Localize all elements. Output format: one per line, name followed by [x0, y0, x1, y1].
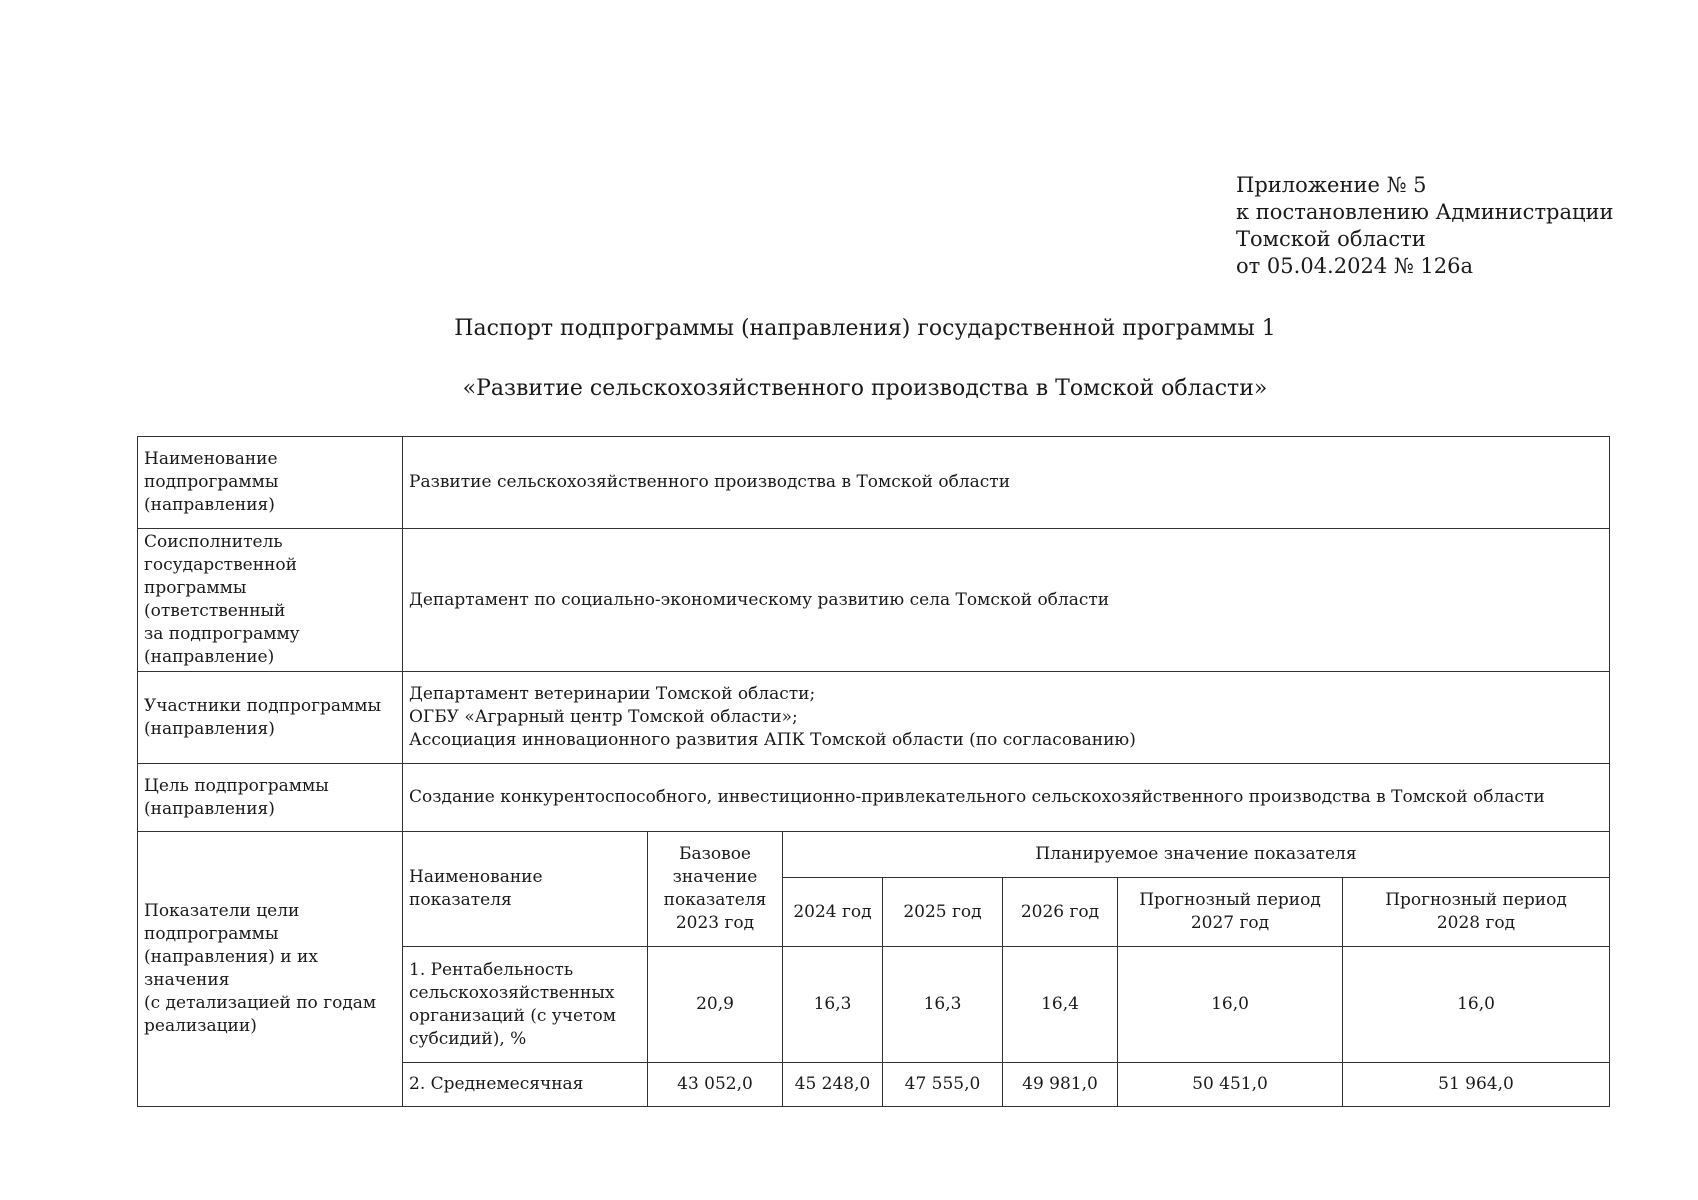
participants-value — [403, 672, 1610, 764]
indicator-name-header: Наименование показателя — [403, 832, 648, 947]
appendix-line: от 05.04.2024 № 126а — [1236, 254, 1473, 278]
indicator-line: 2. Среднемесячная — [409, 1074, 584, 1094]
header-line: значение — [672, 867, 758, 887]
indicator-value: 16,3 — [783, 947, 883, 1063]
label-line: государственной программы — [144, 555, 297, 598]
indicator-value: 49 981,0 — [1003, 1063, 1118, 1107]
header-line: 2027 год — [1190, 913, 1270, 933]
appendix-block — [1236, 172, 1614, 280]
year-2028-header — [1343, 878, 1610, 947]
appendix-line: Томской области — [1236, 227, 1426, 251]
indicator-value: 43 052,0 — [648, 1063, 783, 1107]
label-line: подпрограммы — [144, 472, 279, 492]
table-row — [138, 764, 1610, 832]
year-2025-header: 2025 год — [883, 878, 1003, 947]
appendix-line: к постановлению Администрации — [1236, 200, 1614, 224]
label-line: реализации) — [144, 1016, 257, 1036]
indicator-value: 51 964,0 — [1343, 1063, 1610, 1107]
document-title: Паспорт подпрограммы (направления) государственной программы 1 — [454, 316, 1276, 341]
header-line: показателя — [663, 890, 767, 910]
row-label — [138, 832, 403, 1107]
table-row — [138, 529, 1610, 672]
planned-value-header: Планируемое значение показателя — [783, 832, 1610, 878]
row-label — [138, 437, 403, 529]
year-2026-header: 2026 год — [1003, 878, 1118, 947]
participant-line: Ассоциация инновационного развития АПК Томской области (по согласованию) — [409, 730, 1136, 750]
subprogram-name-value: Развитие сельскохозяйственного производства в Томской области — [403, 437, 1610, 529]
label-line: подпрограммы — [144, 924, 279, 944]
label-line: (направление) — [144, 647, 275, 667]
indicator-line: сельскохозяйственных — [409, 982, 615, 1003]
label-line: (с детализацией по годам — [144, 993, 377, 1013]
indicator-line: 1. Рентабельность — [409, 959, 574, 980]
coexecutor-value: Департамент по социально-экономическому развитию села Томской области — [403, 529, 1610, 672]
label-line: (направления) — [144, 798, 275, 819]
header-line: Прогнозный период — [1385, 890, 1567, 910]
indicator-line: организаций (с учетом — [409, 1005, 616, 1026]
indicator-value: 16,4 — [1003, 947, 1118, 1063]
indicator-name — [403, 947, 648, 1063]
indicator-value: 20,9 — [648, 947, 783, 1063]
table-row — [138, 672, 1610, 764]
label-line: (направления) — [144, 718, 275, 739]
label-line: Цель подпрограммы — [144, 775, 329, 796]
header-line: Прогнозный период — [1139, 890, 1321, 910]
indicator-value: 47 555,0 — [883, 1063, 1003, 1107]
header-line: 2028 год — [1436, 913, 1516, 933]
row-label — [138, 764, 403, 832]
table-row — [138, 832, 1610, 878]
passport-table — [137, 436, 1610, 1107]
indicator-value: 16,0 — [1118, 947, 1343, 1063]
label-line: Наименование — [144, 449, 278, 469]
label-line: Участники подпрограммы — [144, 695, 381, 716]
year-2027-header — [1118, 878, 1343, 947]
indicator-value: 45 248,0 — [783, 1063, 883, 1107]
participant-line: ОГБУ «Аграрный центр Томской области»; — [409, 707, 798, 727]
label-line: Показатели цели — [144, 901, 300, 921]
participant-line: Департамент ветеринарии Томской области; — [409, 684, 816, 704]
row-label — [138, 529, 403, 672]
goal-value: Создание конкурентоспособного, инвестиционно-привлекательного сельскохозяйственного производства в Томской области — [403, 764, 1610, 832]
indicator-value: 50 451,0 — [1118, 1063, 1343, 1107]
label-line: (направления) и их значения — [144, 947, 318, 990]
document-subtitle: «Развитие сельскохозяйственного производства в Томской области» — [462, 376, 1268, 401]
base-value-header — [648, 832, 783, 947]
indicator-name — [403, 1063, 648, 1107]
indicator-value: 16,3 — [883, 947, 1003, 1063]
label-line: (ответственный — [144, 601, 286, 621]
label-line: Соисполнитель — [144, 532, 283, 552]
appendix-line: Приложение № 5 — [1236, 173, 1427, 197]
header-line: Базовое — [678, 844, 751, 864]
year-2024-header: 2024 год — [783, 878, 883, 947]
indicator-value: 16,0 — [1343, 947, 1610, 1063]
header-line: 2023 год — [675, 913, 755, 933]
label-line: за подпрограмму — [144, 624, 300, 644]
row-label — [138, 672, 403, 764]
label-line: (направления) — [144, 495, 275, 515]
indicator-line: субсидий), % — [409, 1028, 527, 1049]
table-row — [138, 437, 1610, 529]
